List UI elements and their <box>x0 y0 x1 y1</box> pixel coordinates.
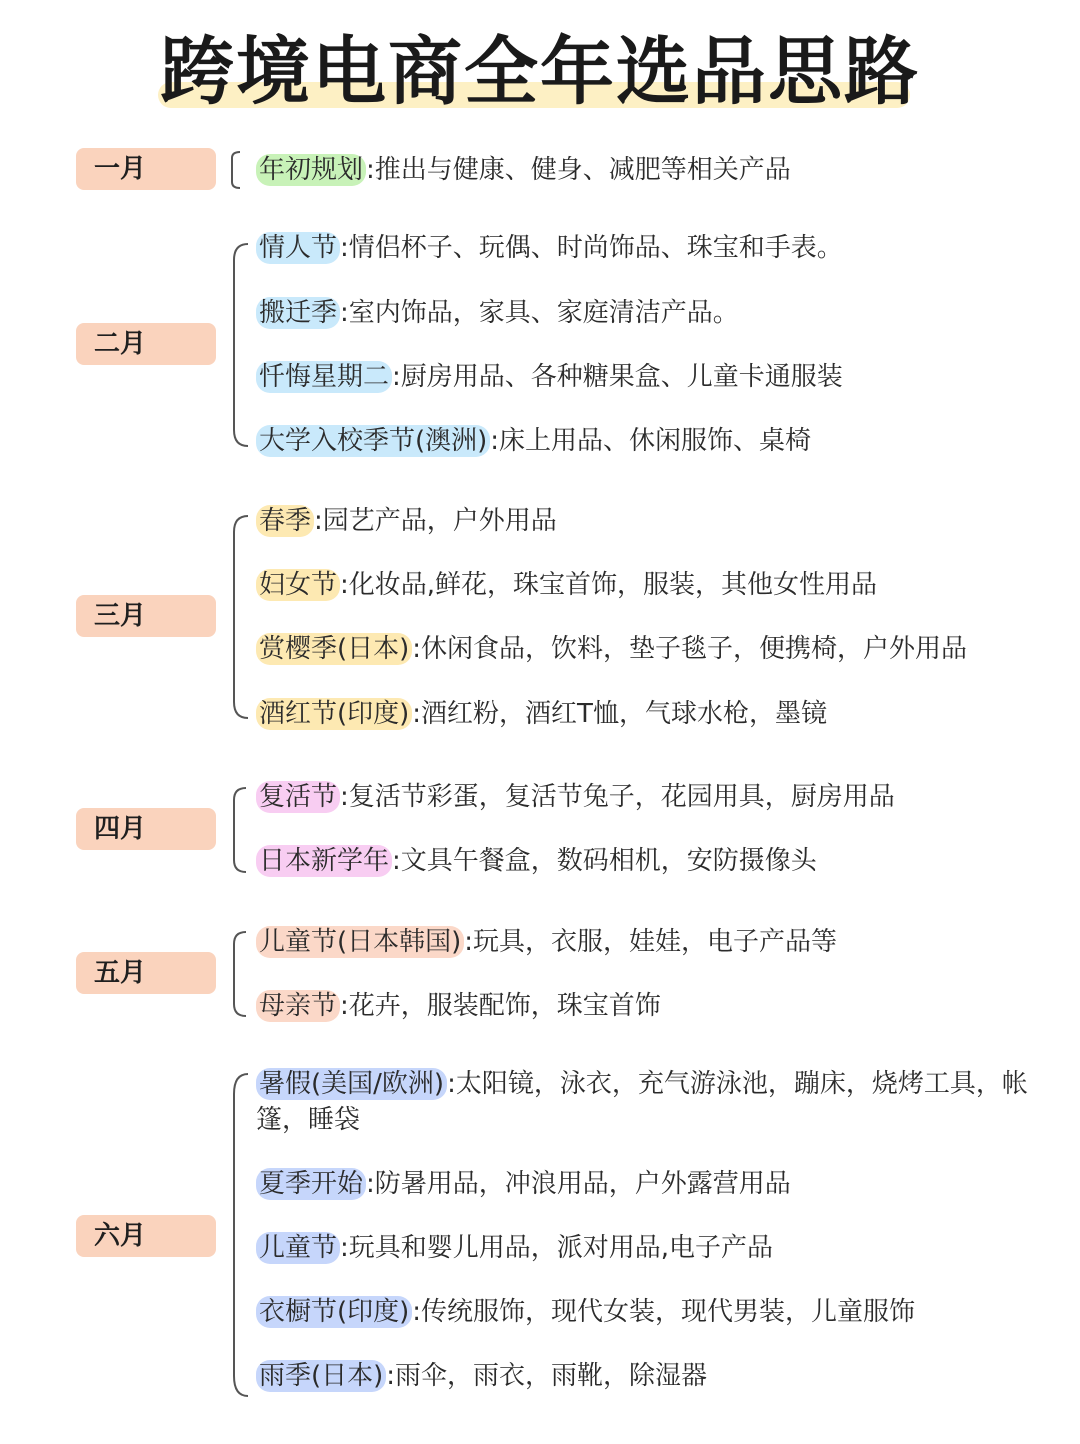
list-item <box>256 1358 1046 1394</box>
month-label-february: 二月 <box>76 323 216 365</box>
list-item <box>256 779 1046 815</box>
month-label-april: 四月 <box>76 808 216 850</box>
item-label: 赏樱季(日本) <box>256 633 412 665</box>
item-text: :传统服饰，现代女装，现代男装，儿童服饰 <box>412 1297 916 1327</box>
list-item <box>256 503 1046 539</box>
list-item <box>256 567 1046 603</box>
item-label: 搬迁季 <box>256 297 340 329</box>
item-text: :推出与健康、健身、减肥等相关产品 <box>366 155 791 185</box>
month-label-may: 五月 <box>76 952 216 994</box>
item-label: 情人节 <box>256 232 340 264</box>
item-label: 夏季开始 <box>256 1168 366 1200</box>
list-item <box>256 631 1046 667</box>
list-item <box>256 1066 1036 1138</box>
item-text: :酒红粉，酒红T恤，气球水枪，墨镜 <box>412 699 827 729</box>
list-item <box>256 423 1046 459</box>
page-title: 跨境电商全年选品思路 <box>160 29 920 115</box>
item-label: 雨季(日本) <box>256 1360 386 1392</box>
list-item <box>256 1230 1046 1266</box>
month-label-january: 一月 <box>76 148 216 190</box>
item-text: :防暑用品，冲浪用品，户外露营用品 <box>366 1169 791 1199</box>
item-label: 衣橱节(印度) <box>256 1296 412 1328</box>
bracket-icon <box>228 240 252 450</box>
item-label: 儿童节 <box>256 1232 340 1264</box>
item-label: 日本新学年 <box>256 845 392 877</box>
list-item <box>256 230 1046 266</box>
bracket-icon <box>228 1070 252 1400</box>
list-item <box>256 152 1046 188</box>
item-label: 母亲节 <box>256 990 340 1022</box>
list-item <box>256 295 1046 331</box>
item-text: :室内饰品，家具、家庭清洁产品。 <box>340 298 739 328</box>
item-text: :厨房用品、各种糖果盒、儿童卡通服装 <box>392 362 843 392</box>
bracket-icon <box>228 784 252 876</box>
bracket-icon <box>228 928 252 1020</box>
title-area <box>0 22 1080 122</box>
item-label: 春季 <box>256 505 314 537</box>
item-text: :情侣杯子、玩偶、时尚饰品、珠宝和手表。 <box>340 233 843 263</box>
item-text: :玩具和婴儿用品，派对用品,电子产品 <box>340 1233 774 1263</box>
item-label: 暑假(美国/欧洲) <box>256 1068 447 1100</box>
month-label-march: 三月 <box>76 595 216 637</box>
list-item <box>256 988 1046 1024</box>
item-text: :花卉，服装配饰，珠宝首饰 <box>340 991 661 1021</box>
item-text: :文具午餐盒，数码相机，安防摄像头 <box>392 846 817 876</box>
item-label: 复活节 <box>256 781 340 813</box>
item-label: 大学入校季节(澳洲) <box>256 425 490 457</box>
item-label: 妇女节 <box>256 569 340 601</box>
item-text: :休闲食品，饮料，垫子毯子，便携椅，户外用品 <box>412 634 968 664</box>
item-label: 酒红节(印度) <box>256 698 412 730</box>
item-text: :床上用品、休闲服饰、桌椅 <box>490 426 812 456</box>
list-item <box>256 1166 1046 1202</box>
bracket-icon <box>228 512 252 722</box>
list-item <box>256 696 1046 732</box>
item-text: :雨伞，雨衣，雨靴，除湿器 <box>386 1361 708 1391</box>
list-item <box>256 843 1046 879</box>
item-text: :园艺产品，户外用品 <box>314 506 557 536</box>
item-label: 年初规划 <box>256 154 366 186</box>
list-item <box>256 359 1046 395</box>
list-item <box>256 924 1046 960</box>
item-text: :玩具，衣服，娃娃，电子产品等 <box>464 927 838 957</box>
item-label: 儿童节(日本韩国) <box>256 926 464 958</box>
item-text: :太阳镜，泳衣，充气游泳池，蹦床，烧烤工具，帐篷，睡袋 <box>256 1069 1028 1135</box>
item-text: :复活节彩蛋，复活节兔子，花园用具，厨房用品 <box>340 782 895 812</box>
bracket-icon <box>228 150 252 190</box>
list-item <box>256 1294 1046 1330</box>
item-text: :化妆品,鲜花，珠宝首饰，服装，其他女性用品 <box>340 570 878 600</box>
item-label: 忏悔星期二 <box>256 361 392 393</box>
month-label-june: 六月 <box>76 1215 216 1257</box>
